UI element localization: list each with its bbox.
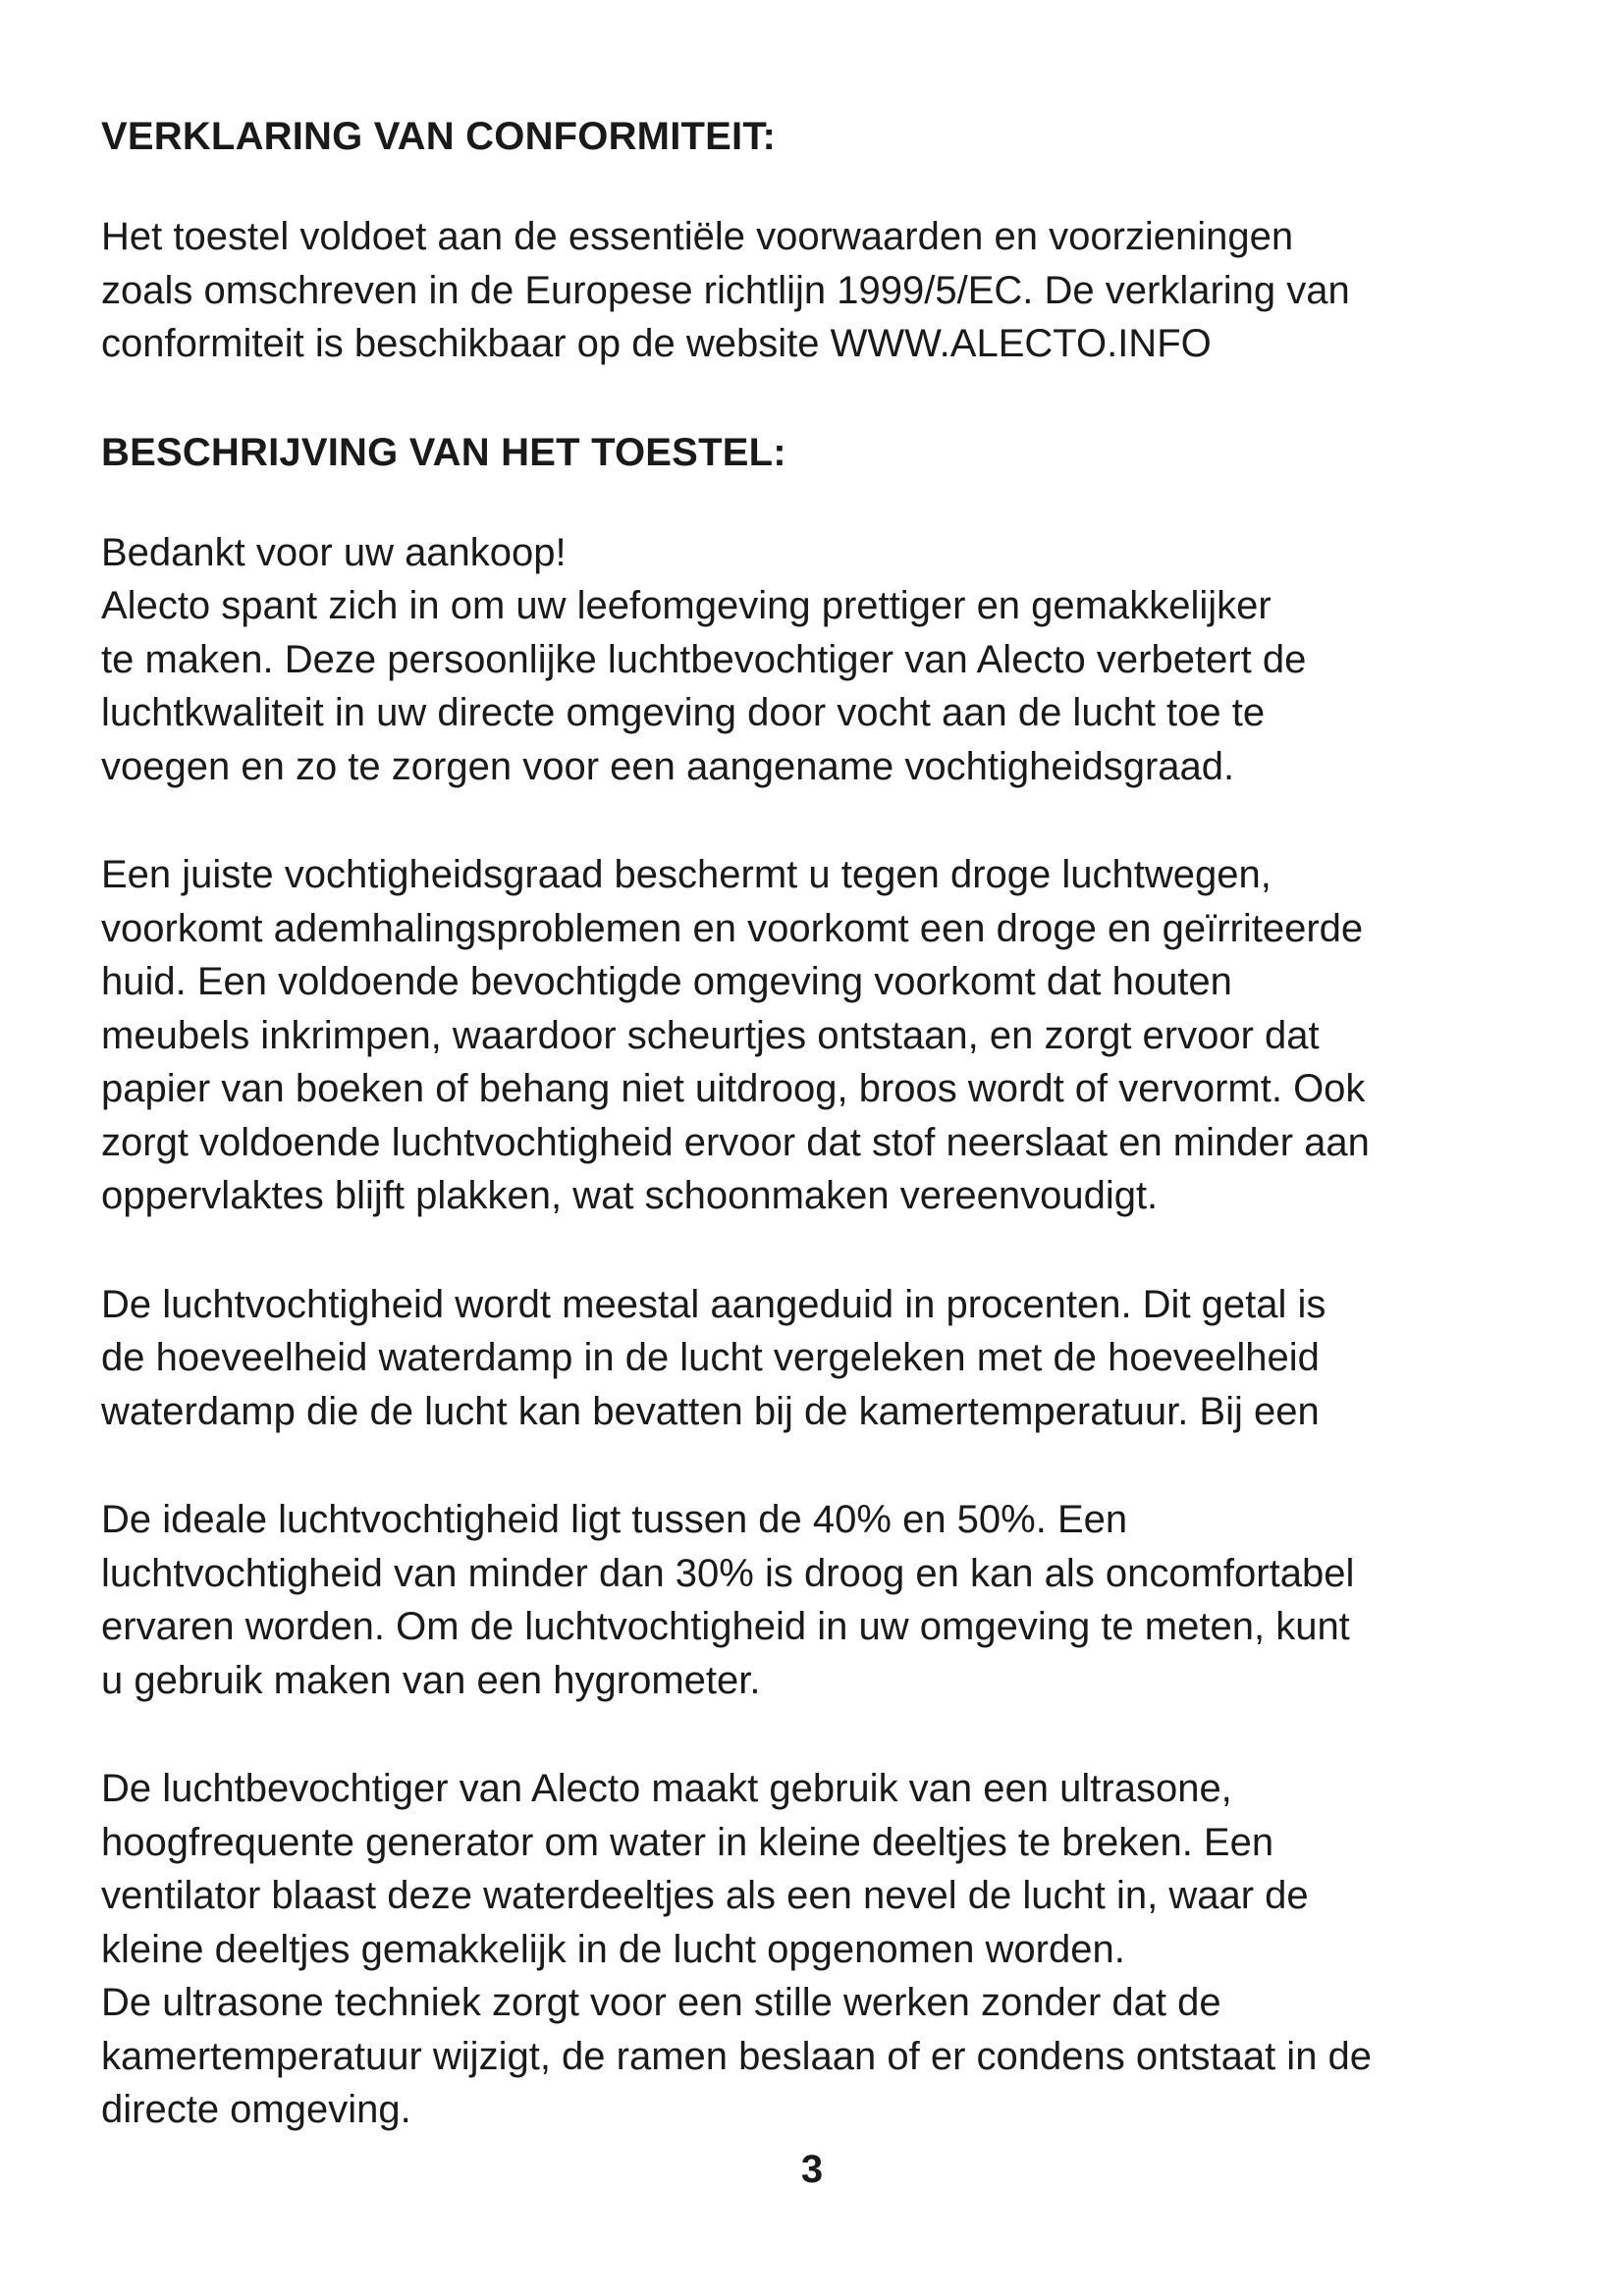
- text-line: ventilator blaast deze waterdeeltjes als een nevel de lucht in, waar de: [101, 1874, 1309, 1917]
- text-line: ervaren worden. Om de luchtvochtigheid in uw omgeving te meten, kunt: [101, 1605, 1350, 1648]
- text-line: Alecto spant zich in om uw leefomgeving prettiger en gemakkelijker: [101, 584, 1272, 627]
- text-line: kleine deeltjes gemakkelijk in de lucht opgenomen worden.: [101, 1927, 1125, 1971]
- conformity-heading: VERKLARING VAN CONFORMITEIT:: [101, 115, 777, 158]
- text-line: De luchtbevochtiger van Alecto maakt gebruik van een ultrasone,: [101, 1767, 1232, 1810]
- text-line: voegen en zo te zorgen voor een aangename vochtigheidsgraad.: [101, 744, 1235, 788]
- text-line: hoogfrequente generator om water in kleine deeltjes te breken. Een: [101, 1820, 1274, 1864]
- text-line: huid. Een voldoende bevochtigde omgeving voorkomt dat houten: [101, 960, 1232, 1003]
- text-line: luchtkwaliteit in uw directe omgeving door vocht aan de lucht toe te: [101, 691, 1266, 734]
- text-line: kamertemperatuur wijzigt, de ramen beslaan of er condens ontstaat in de: [101, 2034, 1373, 2078]
- text-line: waterdamp die de lucht kan bevatten bij de kamertemperatuur. Bij een: [101, 1389, 1320, 1433]
- description-paragraph-4: [101, 1493, 1535, 1707]
- text-line: meubels inkrimpen, waardoor scheurtjes ontstaan, en zorgt ervoor dat: [101, 1013, 1320, 1057]
- text-line: zorgt voldoende luchtvochtigheid ervoor dat stof neerslaat en minder aan: [101, 1120, 1370, 1164]
- text-line: voorkomt ademhalingsproblemen en voorkomt een droge en geïrriteerde: [101, 906, 1364, 950]
- text-line: Een juiste vochtigheidsgraad beschermt u tegen droge luchtwegen,: [101, 853, 1272, 896]
- text-line: te maken. Deze persoonlijke luchtbevochtiger van Alecto verbetert de: [101, 637, 1307, 681]
- text-line: de hoeveelheid waterdamp in de lucht vergeleken met de hoeveelheid: [101, 1336, 1320, 1379]
- text-line: De ultrasone techniek zorgt voor een stille werken zonder dat de: [101, 1981, 1221, 2024]
- page-number: 3: [800, 2148, 824, 2191]
- description-heading: BESCHRIJVING VAN HET TOESTEL:: [101, 430, 786, 474]
- text-line: De ideale luchtvochtigheid ligt tussen de 40% en 50%. Een: [101, 1498, 1128, 1541]
- text-line: De luchtvochtigheid wordt meestal aangeduid in procenten. Dit getal is: [101, 1282, 1326, 1326]
- text-line: u gebruik maken van een hygrometer.: [101, 1658, 761, 1702]
- description-paragraph-2: [101, 848, 1535, 1223]
- page-content: [101, 110, 1535, 2137]
- description-paragraph-1: [101, 526, 1535, 794]
- description-paragraph-5: [101, 1762, 1535, 2137]
- text-line: conformiteit is beschikbaar op de website WWW.ALECTO.INFO: [101, 322, 1212, 365]
- text-line: luchtvochtigheid van minder dan 30% is droog en kan als oncomfortabel: [101, 1551, 1355, 1595]
- text-line: oppervlaktes blijft plakken, wat schoonmaken vereenvoudigt.: [101, 1174, 1159, 1217]
- text-line: directe omgeving.: [101, 2088, 411, 2131]
- text-line: zoals omschreven in de Europese richtlijn 1999/5/EC. De verklaring van: [101, 268, 1350, 312]
- description-paragraph-3: [101, 1278, 1535, 1439]
- text-line: Het toestel voldoet aan de essentiële voorwaarden en voorzieningen: [101, 215, 1294, 258]
- text-line: papier van boeken of behang niet uitdroog, broos wordt of vervormt. Ook: [101, 1067, 1366, 1110]
- conformity-paragraph: [101, 210, 1535, 371]
- text-line: Bedankt voor uw aankoop!: [101, 530, 567, 574]
